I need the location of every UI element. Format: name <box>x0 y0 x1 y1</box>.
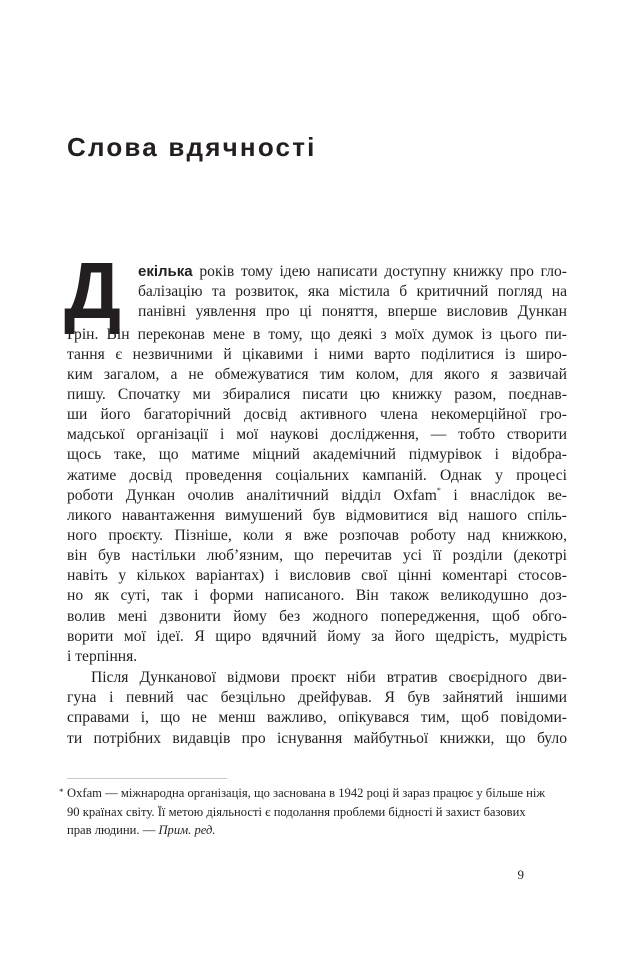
body-line: і терпіння. <box>67 648 138 665</box>
body-line: но як суті, так і форми написаного. Він також великодушно доз- <box>67 587 567 604</box>
body-line: тання є незвичними й цікавими і ними варто поділитися із широ- <box>67 346 567 363</box>
editor-note: Прим. ред. <box>158 823 216 837</box>
footnote-mark: * <box>59 787 64 797</box>
body-line: волив мені дзвонити йому без жодного попередження, щоб обго- <box>67 608 567 625</box>
body-line: панівні уявлення про ці поняття, вперше висловив Дункан <box>138 303 567 320</box>
body-line <box>67 486 567 506</box>
body-line: щось таке, що матиме міцний академічний підмурівок і відобра- <box>67 446 567 463</box>
body-line: балізацію та розвиток, яка містила б критичний погляд на <box>138 283 567 300</box>
body-line: ши його багаторічний досвід активного члена некомерційної гро- <box>67 406 567 423</box>
body-line: пишу. Спочатку ми збиралися писати цю книжку разом, поєднав- <box>67 386 567 403</box>
body-line: жатиме досвід проведення соціальних кампаній. Однак у процесі <box>67 467 567 484</box>
body-line: ти потрібних видавців про існування майбутньої книжки, що було <box>67 730 567 747</box>
footnote-line <box>67 821 547 839</box>
body-line: ворити мої ідеї. Я щиро вдячний йому за його щедрість, мудрість <box>67 628 567 645</box>
footnote-divider <box>67 778 227 779</box>
body-line <box>138 262 567 282</box>
body-text: роботи Дункан очолив аналітичний відділ Oxfam <box>67 487 437 504</box>
lead-word: екілька <box>138 263 193 280</box>
body-line: Ґрін. Він переконав мене в тому, що деякі з моїх думок із цього пи- <box>67 326 567 343</box>
body-line: гуна і певний час безцільно дрейфував. Я був зайнятий іншими <box>67 689 567 706</box>
body-line: Після Дунканової відмови проєкт ніби втратив своєрідного дви- <box>91 669 567 686</box>
footnote-reference[interactable]: * <box>436 486 441 495</box>
body-line: мадської організації і мої наукові дослідження, — тобто створити <box>67 426 567 443</box>
footnote-line: Oxfam — міжнародна організація, що заснована в 1942 році й зараз працює у більше ніж <box>67 786 546 800</box>
body-line: ного проєкту. Пізніше, коли я вже розпочав роботу над книжкою, <box>67 527 567 544</box>
footnote-text: прав людини. — <box>67 823 159 837</box>
drop-cap: Д <box>64 246 121 335</box>
body-line: він був настільки люб’язним, що перечитав усі її розділи (декотрі <box>67 547 567 564</box>
body-line: справами і, що не менш важливо, опікувався тим, щоб повідоми- <box>67 709 567 726</box>
footnote-line: 90 країнах світу. Її метою діяльності є подолання проблеми бідності й захист базових <box>67 805 526 819</box>
body-text: років тому ідею написати доступну книжку про гло- <box>192 263 567 280</box>
body-text: і внаслідок ве- <box>440 487 567 504</box>
page-number: 9 <box>517 867 524 882</box>
page-title: Слова вдячності <box>67 132 317 162</box>
body-line: навіть у кількох варіантах) і висловив свої цінні коментарі стосов- <box>67 567 567 584</box>
body-line: ликого навантаження вимушений був відмовитися від нашого спіль- <box>67 507 567 524</box>
body-line: ким загалом, а не обмежуватися тим колом, для якого я зазвичай <box>67 366 567 383</box>
